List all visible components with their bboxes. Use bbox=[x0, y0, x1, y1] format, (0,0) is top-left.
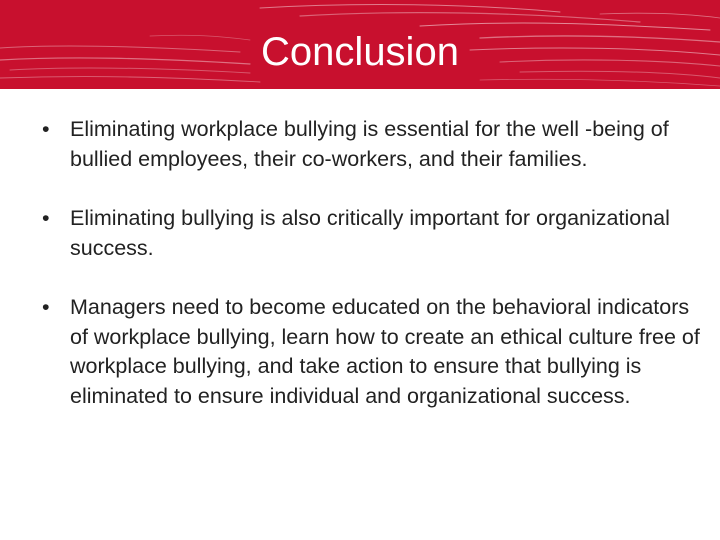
bullet-item-2 bbox=[42, 204, 702, 263]
bullet-text: Managers need to become educated on the behavioral indicators of workplace bullying, learn how to create an ethical culture free of workplace bullying, and take action to ensure that bullying is eliminated to ensure individual and organizational success. bbox=[70, 295, 700, 408]
bullet-dot-icon: • bbox=[42, 295, 50, 319]
slide-title: Conclusion bbox=[261, 30, 459, 74]
bullet-dot-icon: • bbox=[42, 117, 50, 141]
title-banner bbox=[0, 0, 720, 89]
bullet-item-1 bbox=[42, 115, 702, 174]
bullet-text: Eliminating workplace bullying is essential for the well -being of bullied employees, their co-workers, and their families. bbox=[70, 117, 669, 171]
bullet-text: Eliminating bullying is also critically important for organizational success. bbox=[70, 206, 670, 260]
bullet-item-3 bbox=[42, 293, 702, 411]
bullet-list bbox=[42, 115, 702, 441]
bullet-dot-icon: • bbox=[42, 206, 50, 230]
